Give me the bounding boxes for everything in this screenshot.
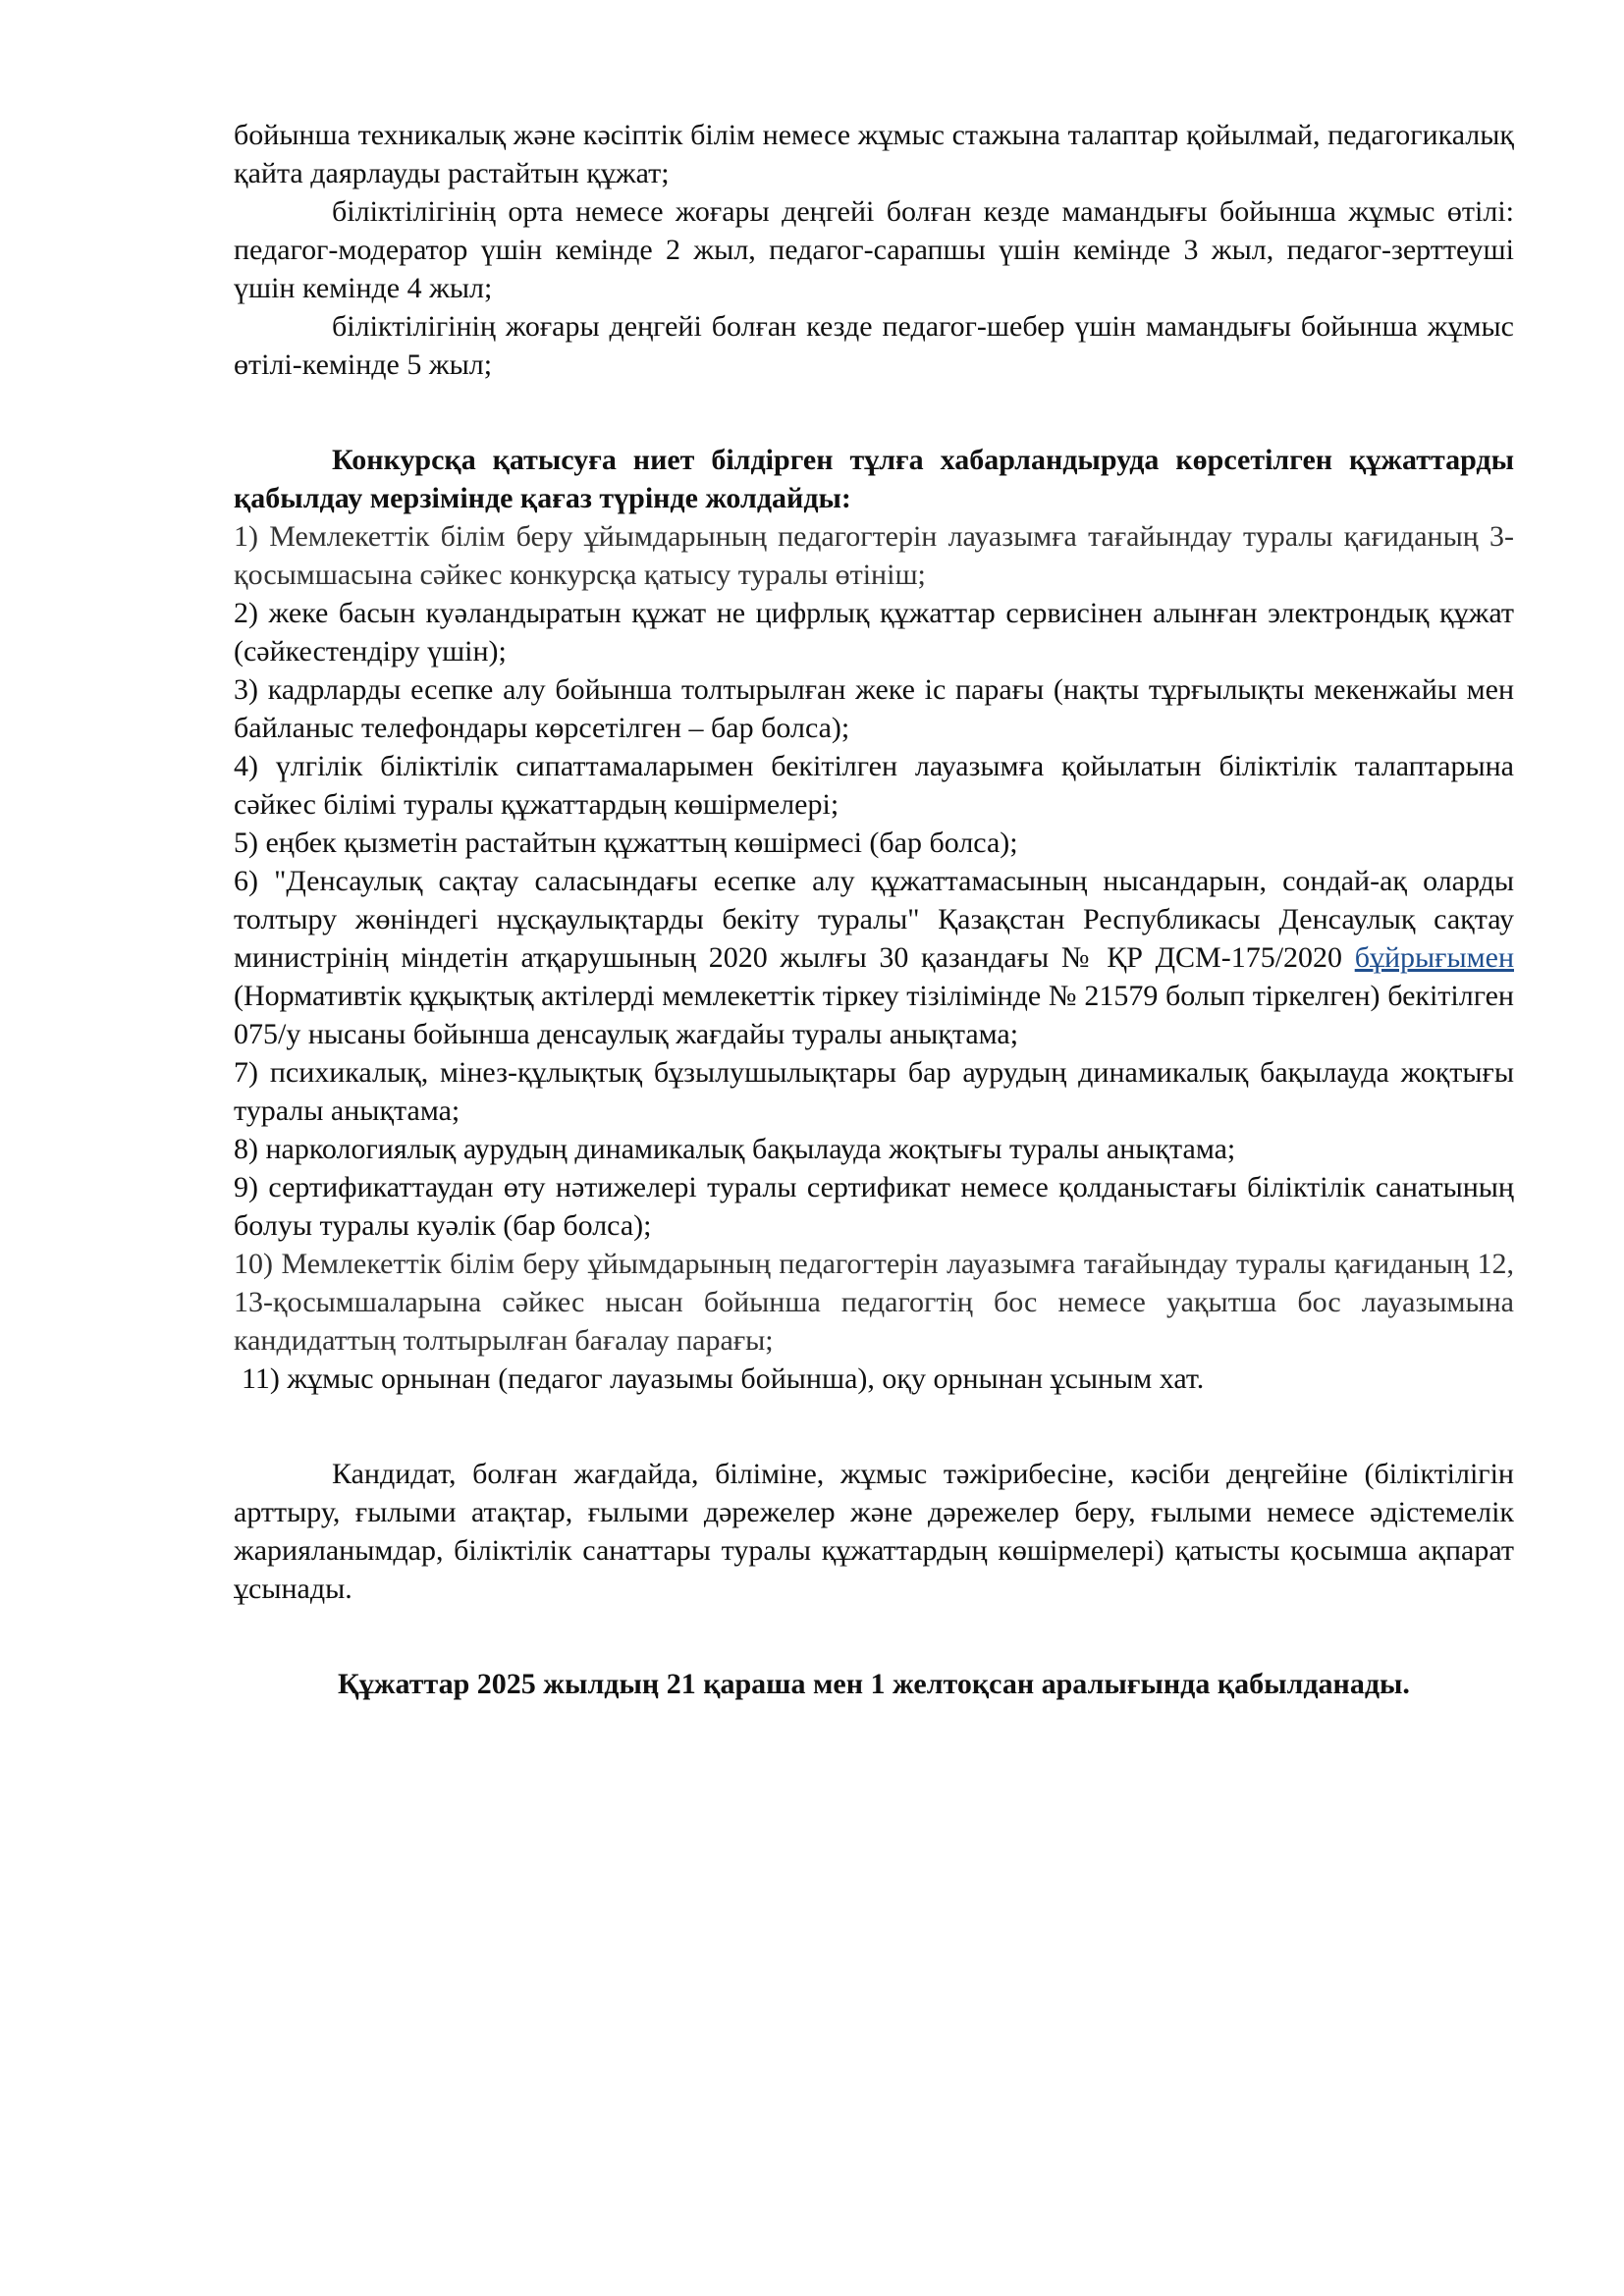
health-certificate-text-before: 6) "Денсаулық сақтау саласындағы есепке алу құжаттамасының нысандарын, сондай-ақ оларды толтыру жөніндегі нұсқаулықтарды бекіту туралы" Қазақстан Республикасы Денсаулық сақтау министрінің міндетін атқарушының 2020 жылғы 30 қазандағы № ҚР ДСМ-175/2020 xyxy=(234,865,1514,974)
document-body xyxy=(234,116,1514,1703)
document-acceptance-dates: Құжаттар 2025 жылдың 21 қараша мен 1 желтоқсан аралығында қабылданады. xyxy=(338,1668,1410,1700)
list-item-identity-document: 2) жеке басын куәландыратын құжат не цифрлық құжаттар сервисінен алынған электрондық құжат (сәйкестендіру үшін); xyxy=(234,597,1514,667)
list-item-health-certificate xyxy=(234,862,1514,1053)
paragraph-work-experience-master: біліктілігінің жоғары деңгейі болған кезде педагог-шебер үшін мамандығы бойынша жұмыс өтілі-кемінде 5 жыл; xyxy=(234,310,1514,381)
list-item-personnel-sheet: 3) кадрларды есепке алу бойынша толтырылған жеке іс парағы (нақты тұрғылықты мекенжайы мен байланыс телефондары көрсетілген – бар болса); xyxy=(234,673,1514,744)
list-item-narcology-certificate: 8) наркологиялық аурудың динамикалық бақылауда жоқтығы туралы анықтама; xyxy=(234,1133,1236,1165)
list-item-work-record: 5) еңбек қызметін растайтын құжаттың көшірмесі (бар болса); xyxy=(234,827,1018,859)
candidate-additional-info-paragraph: Кандидат, болған жағдайда, біліміне, жұмыс тәжірибесіне, кәсіби деңгейіне (біліктілігін арттыру, ғылыми атақтар, ғылыми дәрежелер және дәрежелер беру, ғылыми немесе әдістемелік жарияланымдар, біліктілік санаттары туралы құжаттардың көшірмелері) қатысты қосымша ақпарат ұсынады. xyxy=(234,1458,1514,1605)
paragraph-qualification-requirements: бойынша техникалық және кәсіптік білім немесе жұмыс стажына талаптар қойылмай, педагогикалық қайта даярлауды растайтын құжат; xyxy=(234,119,1514,189)
list-item-application: 1) Мемлекеттік білім беру ұйымдарының педагогтерін лауазымға тағайындау туралы қағиданың 3- қосымшасына сәйкес конкурсқа қатысу туралы өтініш; xyxy=(234,520,1514,591)
list-item-recommendation-letter: 11) жұмыс орнынан (педагог лауазымы бойынша), оқу орнынан ұсыным хат. xyxy=(242,1362,1205,1395)
list-item-qualification-certificate: 9) сертификаттаудан өту нәтижелері туралы сертификат немесе қолданыстағы біліктілік санатының болуы туралы куәлік (бар болса); xyxy=(234,1171,1514,1242)
documents-heading: Конкурсқа қатысуға ниет білдірген тұлға хабарландыруда көрсетілген құжаттарды қабылдау мерзімінде қағаз түрінде жолдайды: xyxy=(234,444,1514,514)
paragraph-work-experience-middle: біліктілігінің орта немесе жоғары деңгейі болған кезде мамандығы бойынша жұмыс өтілі: педагог-модератор үшін кемінде 2 жыл, педагог-сарапшы үшін кемінде 3 жыл, педагог-зерттеуші үшін кемінде 4 жыл; xyxy=(234,195,1514,304)
list-item-education-documents: 4) үлгілік біліктілік сипаттамаларымен бекітілген лауазымға қойылатын біліктілік талаптарына сәйкес білімі туралы құжаттардың көшірмелері; xyxy=(234,750,1514,821)
health-certificate-text-after: (Нормативтік құқықтық актілерді мемлекеттік тіркеу тізілімінде № 21579 болып тіркелген) бекітілген 075/у нысаны бойынша денсаулық жағдайы туралы анықтама; xyxy=(234,980,1514,1050)
list-item-psychiatric-certificate: 7) психикалық, мінез-құлықтық бұзылушылықтары бар аурудың динамикалық бақылауда жоқтығы туралы анықтама; xyxy=(234,1056,1514,1127)
order-link[interactable]: бұйрығымен xyxy=(1354,941,1514,974)
list-item-evaluation-sheet: 10) Мемлекеттік білім беру ұйымдарының педагогтерін лауазымға тағайындау туралы қағиданың 12, 13-қосымшаларына сәйкес нысан бойынша педагогтің бос немесе уақытша бос лауазымына кандидаттың толтырылған бағалау парағы; xyxy=(234,1248,1514,1357)
